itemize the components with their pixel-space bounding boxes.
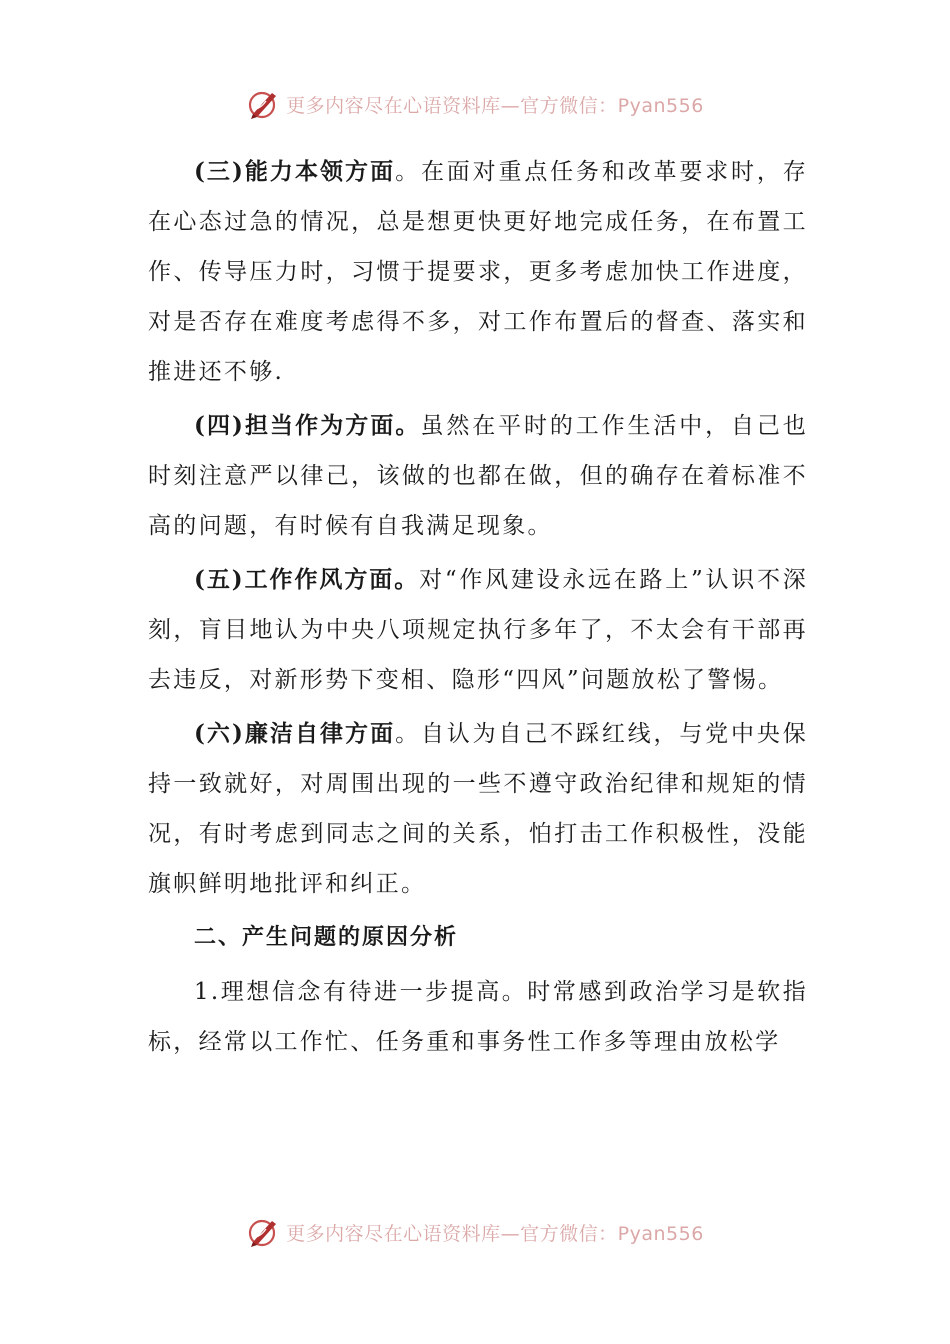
watermark-banner-top bbox=[0, 84, 950, 124]
paragraph-responsibility bbox=[148, 401, 808, 551]
paragraph-body: 对“作风建设永远在路上”认识不深刻，肓目地认为中央八项规定执行多年了，不太会有干部再去违反，对新形势下变相、隐形“四风”问题放松了警惕。 bbox=[148, 567, 809, 693]
paragraph-lead: (三)能力本领方面 bbox=[194, 158, 396, 185]
watermark-text: 更多内容尽在心语资料库—官方微信：Pyan556 bbox=[286, 94, 704, 117]
paragraph-lead: (六)廉洁自律方面 bbox=[194, 720, 396, 747]
pen-circle-logo-icon bbox=[246, 1215, 280, 1249]
paragraph-work-style bbox=[148, 555, 808, 705]
paragraph-cause-1: 1.理想信念有待进一步提高。时常感到政治学习是软指标，经常以工作忙、任务重和事务性工作多等理由放松学 bbox=[148, 979, 808, 1055]
paragraph-ability bbox=[148, 147, 808, 397]
paragraph-lead: (四)担当作为方面。 bbox=[194, 412, 421, 439]
paragraph-body: 。在面对重点任务和改革要求时，存在心态过急的情况，总是想更快更好地完成任务，在布置工作、传导压力时，习惯于提要求，更多考虑加快工作进度，对是否存在难度考虑得不多，对工作布置后的督查、落实和推进还不够. bbox=[148, 159, 809, 385]
paragraph-lead: (五)工作作风方面。 bbox=[194, 566, 420, 593]
section-heading: 二、产生问题的原因分析 bbox=[194, 925, 459, 950]
paragraph-body: 。自认为自己不踩红线，与党中央保持一致就好，对周围出现的一些不遵守政治纪律和规矩的情况，有时考虑到同志之间的关系，怕打击工作积极性，没能旗帜鲜明地批评和纠正。 bbox=[148, 721, 809, 897]
pen-circle-logo-icon bbox=[246, 87, 280, 121]
watermark-text: 更多内容尽在心语资料库—官方微信：Pyan556 bbox=[286, 1222, 704, 1245]
paragraph-body: 虽然在平时的工作生活中，自己也时刻注意严以律己，该做的也都在做，但的确存在着标准不高的问题，有时候有自我满足现象。 bbox=[148, 413, 809, 539]
document-body bbox=[148, 147, 808, 1071]
watermark-banner-bottom bbox=[0, 1212, 950, 1252]
paragraph-integrity bbox=[148, 709, 808, 909]
